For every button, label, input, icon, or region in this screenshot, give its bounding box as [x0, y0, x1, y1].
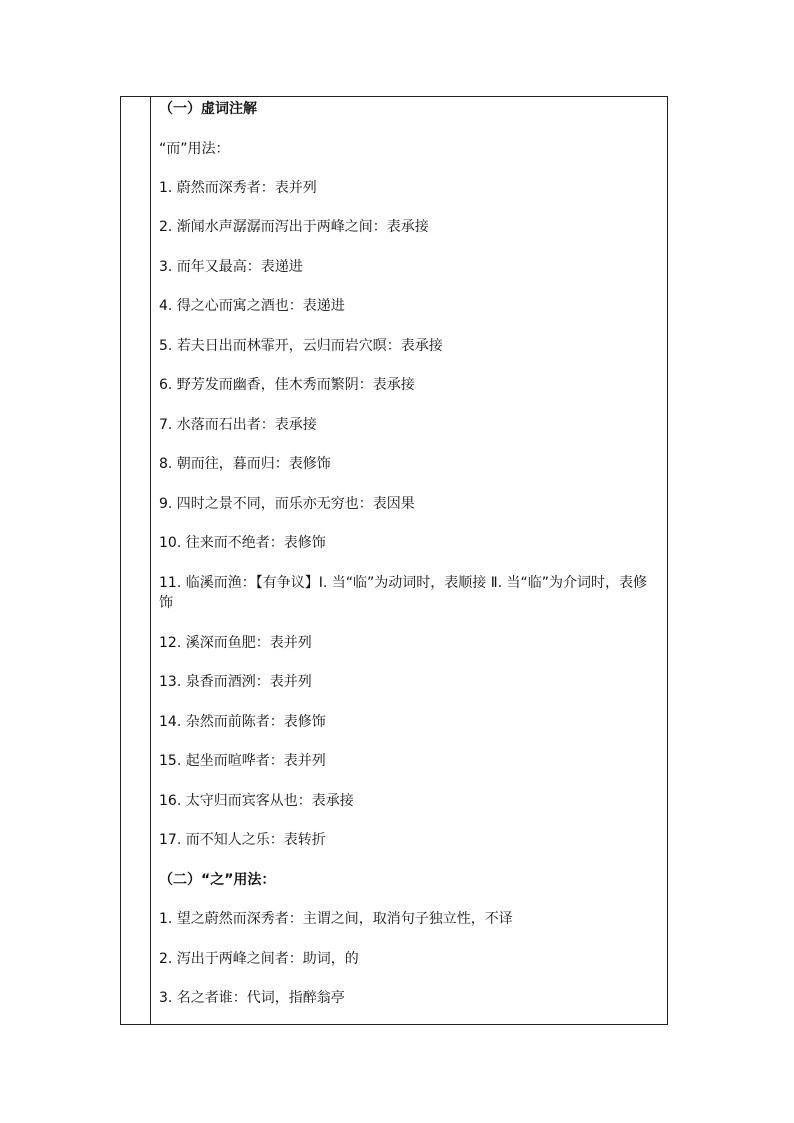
- section-title-zhi: （二）“之”用法：: [159, 872, 276, 888]
- list-item: 9. 四时之景不同，而乐亦无穷也：表因果: [159, 496, 415, 512]
- table-content-cell: [151, 97, 667, 1024]
- content-table: [120, 96, 668, 1025]
- list-item: 5. 若夫日出而林霏开，云归而岩穴暝：表承接: [159, 338, 443, 354]
- list-item: 15. 起坐而喧哗者：表并列: [159, 753, 326, 769]
- list-item: 1. 蔚然而深秀者：表并列: [159, 180, 317, 196]
- list-item: 4. 得之心而寓之酒也：表递进: [159, 298, 345, 314]
- list-item: 1. 望之蔚然而深秀者：主谓之间，取消句子独立性，不译: [159, 911, 513, 927]
- list-item: 16. 太守归而宾客从也：表承接: [159, 793, 354, 809]
- er-usage-heading: “而”用法：: [159, 141, 230, 157]
- list-item: 7. 水落而石出者：表承接: [159, 417, 317, 433]
- list-item: 2. 泻出于两峰之间者：助词，的: [159, 951, 359, 967]
- list-item: 13. 泉香而酒洌：表并列: [159, 674, 312, 690]
- list-item: 3. 而年又最高：表递进: [159, 259, 303, 275]
- list-item: 14. 杂然而前陈者：表修饰: [159, 714, 326, 730]
- list-item: 11. 临溪而渔：【有争议】Ⅰ. 当“临”为动词时，表顺接 Ⅱ. 当“临”为介词时，表修饰: [159, 575, 647, 611]
- list-item: 12. 溪深而鱼肥：表并列: [159, 635, 312, 651]
- table-left-column: [121, 97, 151, 1024]
- list-item: 8. 朝而往，暮而归：表修饰: [159, 456, 331, 472]
- section-title-xuci: （一）虚词注解: [159, 101, 257, 117]
- list-item: 10. 往来而不绝者：表修饰: [159, 535, 326, 551]
- list-item: 3. 名之者谁：代词，指醉翁亭: [159, 990, 345, 1006]
- list-item: 17. 而不知人之乐：表转折: [159, 832, 326, 848]
- list-item: 6. 野芳发而幽香，佳木秀而繁阴：表承接: [159, 377, 415, 393]
- list-item: 2. 渐闻水声潺潺而泻出于两峰之间：表承接: [159, 219, 429, 235]
